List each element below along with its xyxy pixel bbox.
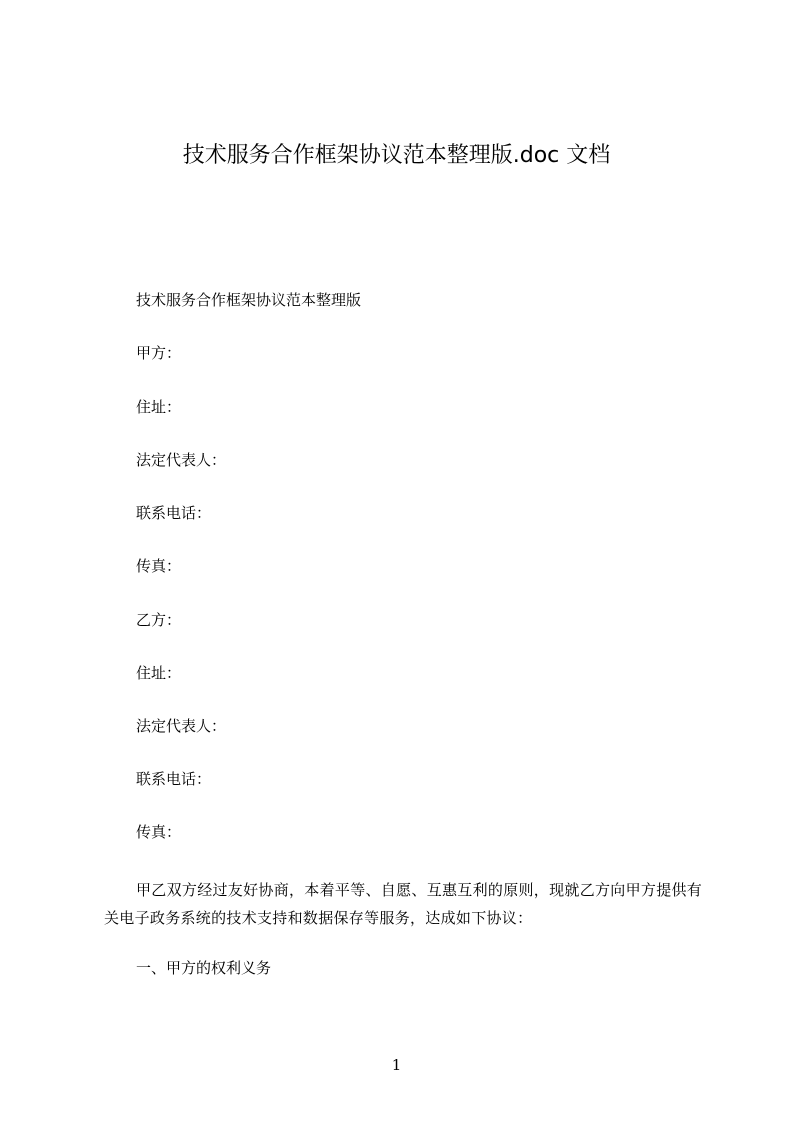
party-b-legal-rep: 法定代表人： xyxy=(136,717,227,735)
party-a-label: 甲方： xyxy=(136,344,182,362)
intro-paragraph: 甲乙双方经过友好协商，本着平等、自愿、互惠互利的原则，现就乙方向甲方提供有关电子政务系统的技术支持和数据保存等服务，达成如下协议： xyxy=(104,881,703,927)
party-b-address: 住址： xyxy=(136,664,182,682)
party-a-phone: 联系电话： xyxy=(136,504,212,522)
party-b-fax: 传真： xyxy=(136,823,182,841)
party-a-fax: 传真： xyxy=(136,557,182,575)
party-b-phone: 联系电话： xyxy=(136,770,212,788)
section-heading: 一、甲方的权利义务 xyxy=(136,959,272,977)
party-b-label: 乙方： xyxy=(136,611,182,629)
document-title: 技术服务合作框架协议范本整理版.doc 文档 xyxy=(182,143,611,168)
party-a-legal-rep: 法定代表人： xyxy=(136,451,227,469)
document-subtitle: 技术服务合作框架协议范本整理版 xyxy=(136,291,362,309)
page-number: 1 xyxy=(391,1056,402,1074)
party-a-address: 住址： xyxy=(136,398,182,416)
